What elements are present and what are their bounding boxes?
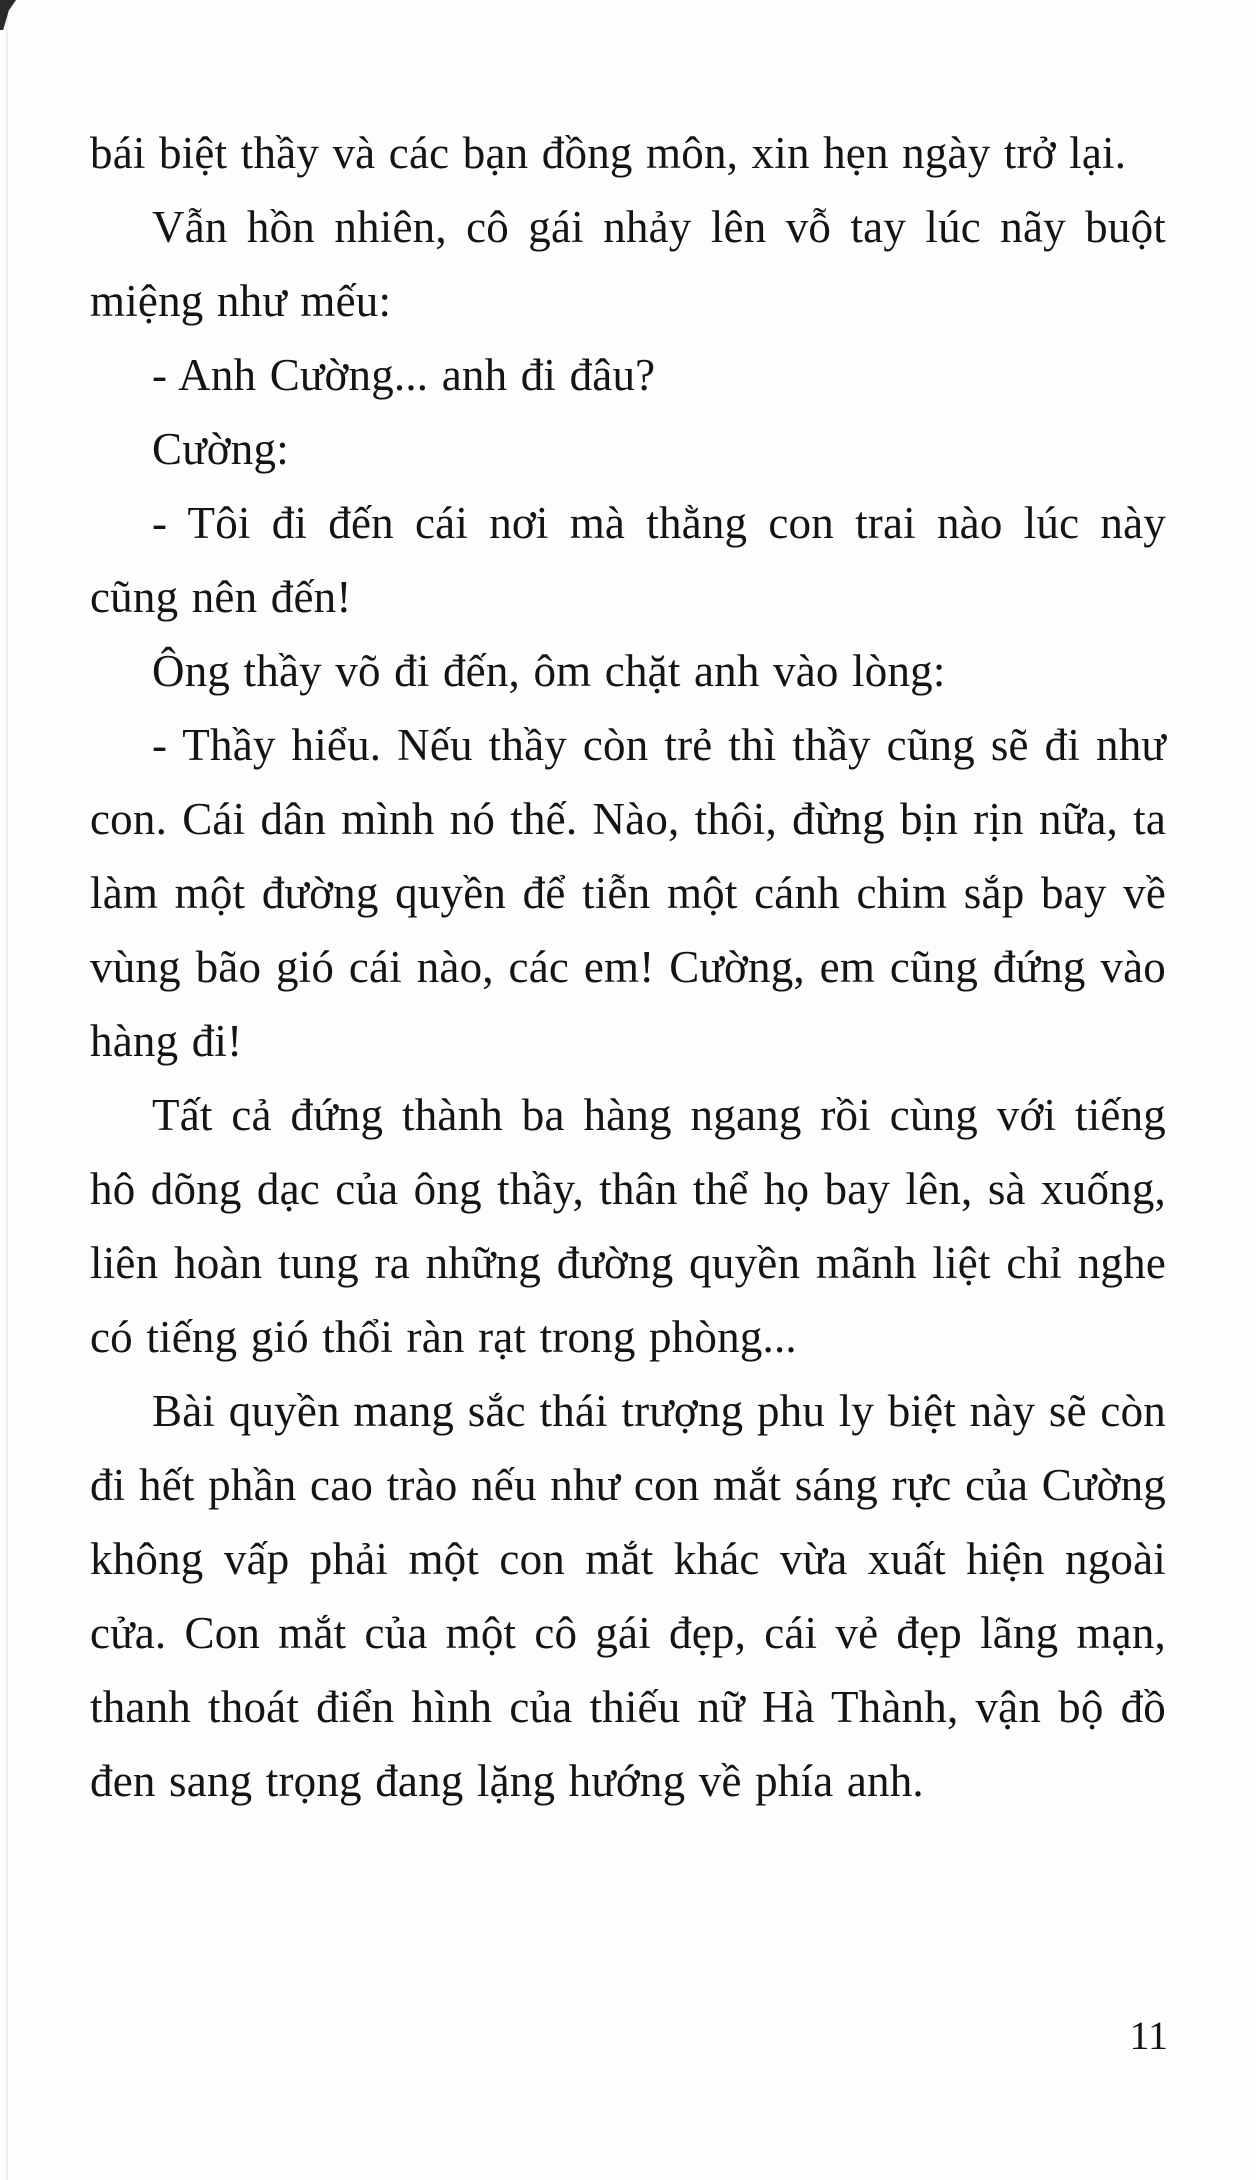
page-number: 11	[1129, 2013, 1168, 2058]
paragraph: Bài quyền mang sắc thái trượng phu ly biệt này sẽ còn đi hết phần cao trào nếu như con mắt sáng rực của Cường không vấp phải một con mắt khác vừa xuất hiện ngoài cửa. Con mắt của một cô gái đẹp, cái vẻ đẹp lãng mạn, thanh thoát điển hình của thiếu nữ Hà Thành, vận bộ đồ đen sang trọng đang lặng hướng về phía anh.	[90, 1386, 1166, 1806]
paragraph: - Anh Cường... anh đi đâu?	[152, 350, 656, 400]
paragraph: Ông thầy võ đi đến, ôm chặt anh vào lòng:	[152, 646, 946, 696]
paragraph: Vẫn hồn nhiên, cô gái nhảy lên vỗ tay lúc nãy buột miệng như mếu:	[90, 202, 1166, 326]
paragraph: bái biệt thầy và các bạn đồng môn, xin hẹn ngày trở lại.	[90, 128, 1127, 178]
scan-corner-mark	[0, 0, 16, 30]
paragraph: Tất cả đứng thành ba hàng ngang rồi cùng với tiếng hô dõng dạc của ông thầy, thân thể họ bay lên, sà xuống, liên hoàn tung ra những đường quyền mãnh liệt chỉ nghe có tiếng gió thổi ràn rạt trong phòng...	[90, 1090, 1166, 1362]
paragraph: - Thầy hiểu. Nếu thầy còn trẻ thì thầy cũng sẽ đi như con. Cái dân mình nó thế. Nào, thôi, đừng bịn rịn nữa, ta làm một đường quyền để tiễn một cánh chim sắp bay về vùng bão gió cái nào, các em! Cường, em cũng đứng vào hàng đi!	[90, 720, 1166, 1066]
paragraph: Cường:	[152, 424, 289, 474]
body-text	[90, 116, 1166, 1818]
scan-edge-line	[6, 0, 8, 2180]
paragraph: - Tôi đi đến cái nơi mà thằng con trai nào lúc này cũng nên đến!	[90, 498, 1166, 622]
